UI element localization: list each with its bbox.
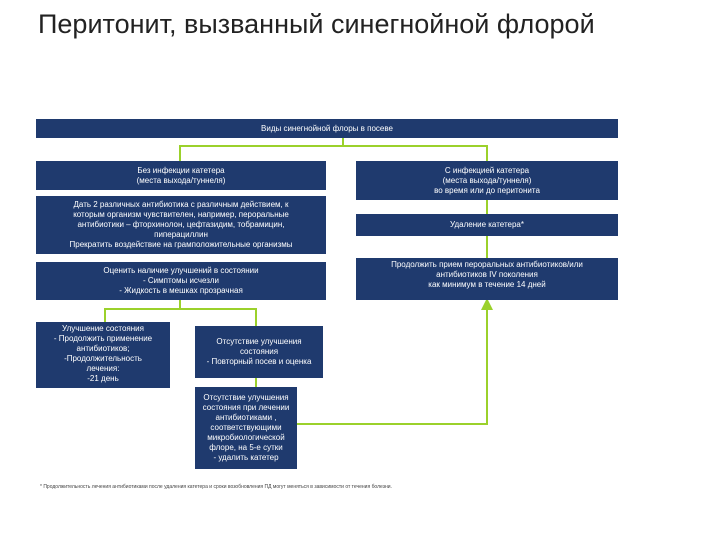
connector-header-right <box>343 146 487 161</box>
evaluate-box: Оценить наличие улучшений в состоянии - Симптомы исчезли - Жидкость в мешках прозрачная <box>36 262 326 300</box>
no-improvement-box: Отсутствие улучшения состояния - Повторный посев и оценка <box>195 326 323 378</box>
page-title: Перитонит, вызванный синегнойной флорой <box>38 9 595 39</box>
treatment-box: Дать 2 различных антибиотика с различным действием, к которым организм чувствителен, например, пероральные антибиотики – фторхинолон, цефтазидим, тобрамицин, пиперациллин Прекратить воздействие на грамположительные организмы <box>36 196 326 254</box>
no-improvement-2-box: Отсутствие улучшения состояния при лечении антибиотиками , соответствующими микробиологической флоре, на 5-е сутки - удалить катетер <box>195 387 297 469</box>
with-catheter-box: С инфекцией катетера (места выхода/туннеля) во время или до перитонита <box>356 161 618 200</box>
continue-antibiotics-box: Продолжить прием пероральных антибиотиков/или антибиотиков IV поколения как минимум в течение 14 дней <box>356 258 618 300</box>
improvement-box: Улучшение состояния - Продолжить применение антибиотиков; -Продолжительность лечения: -21 день <box>36 322 170 388</box>
no-catheter-box: Без инфекции катетера (места выхода/туннеля) <box>36 161 326 190</box>
connector-loop-right <box>297 304 487 424</box>
footnote: * Продолжительность лечения антибиотиками после удаления катетера и сроки возобновления ПД могут меняться в зависимости от течения болезни. <box>40 484 392 490</box>
remove-catheter-box: Удаление катетера* <box>356 214 618 236</box>
connector-header-split <box>180 138 343 161</box>
header-box: Виды синегнойной флоры в посеве <box>36 119 618 138</box>
